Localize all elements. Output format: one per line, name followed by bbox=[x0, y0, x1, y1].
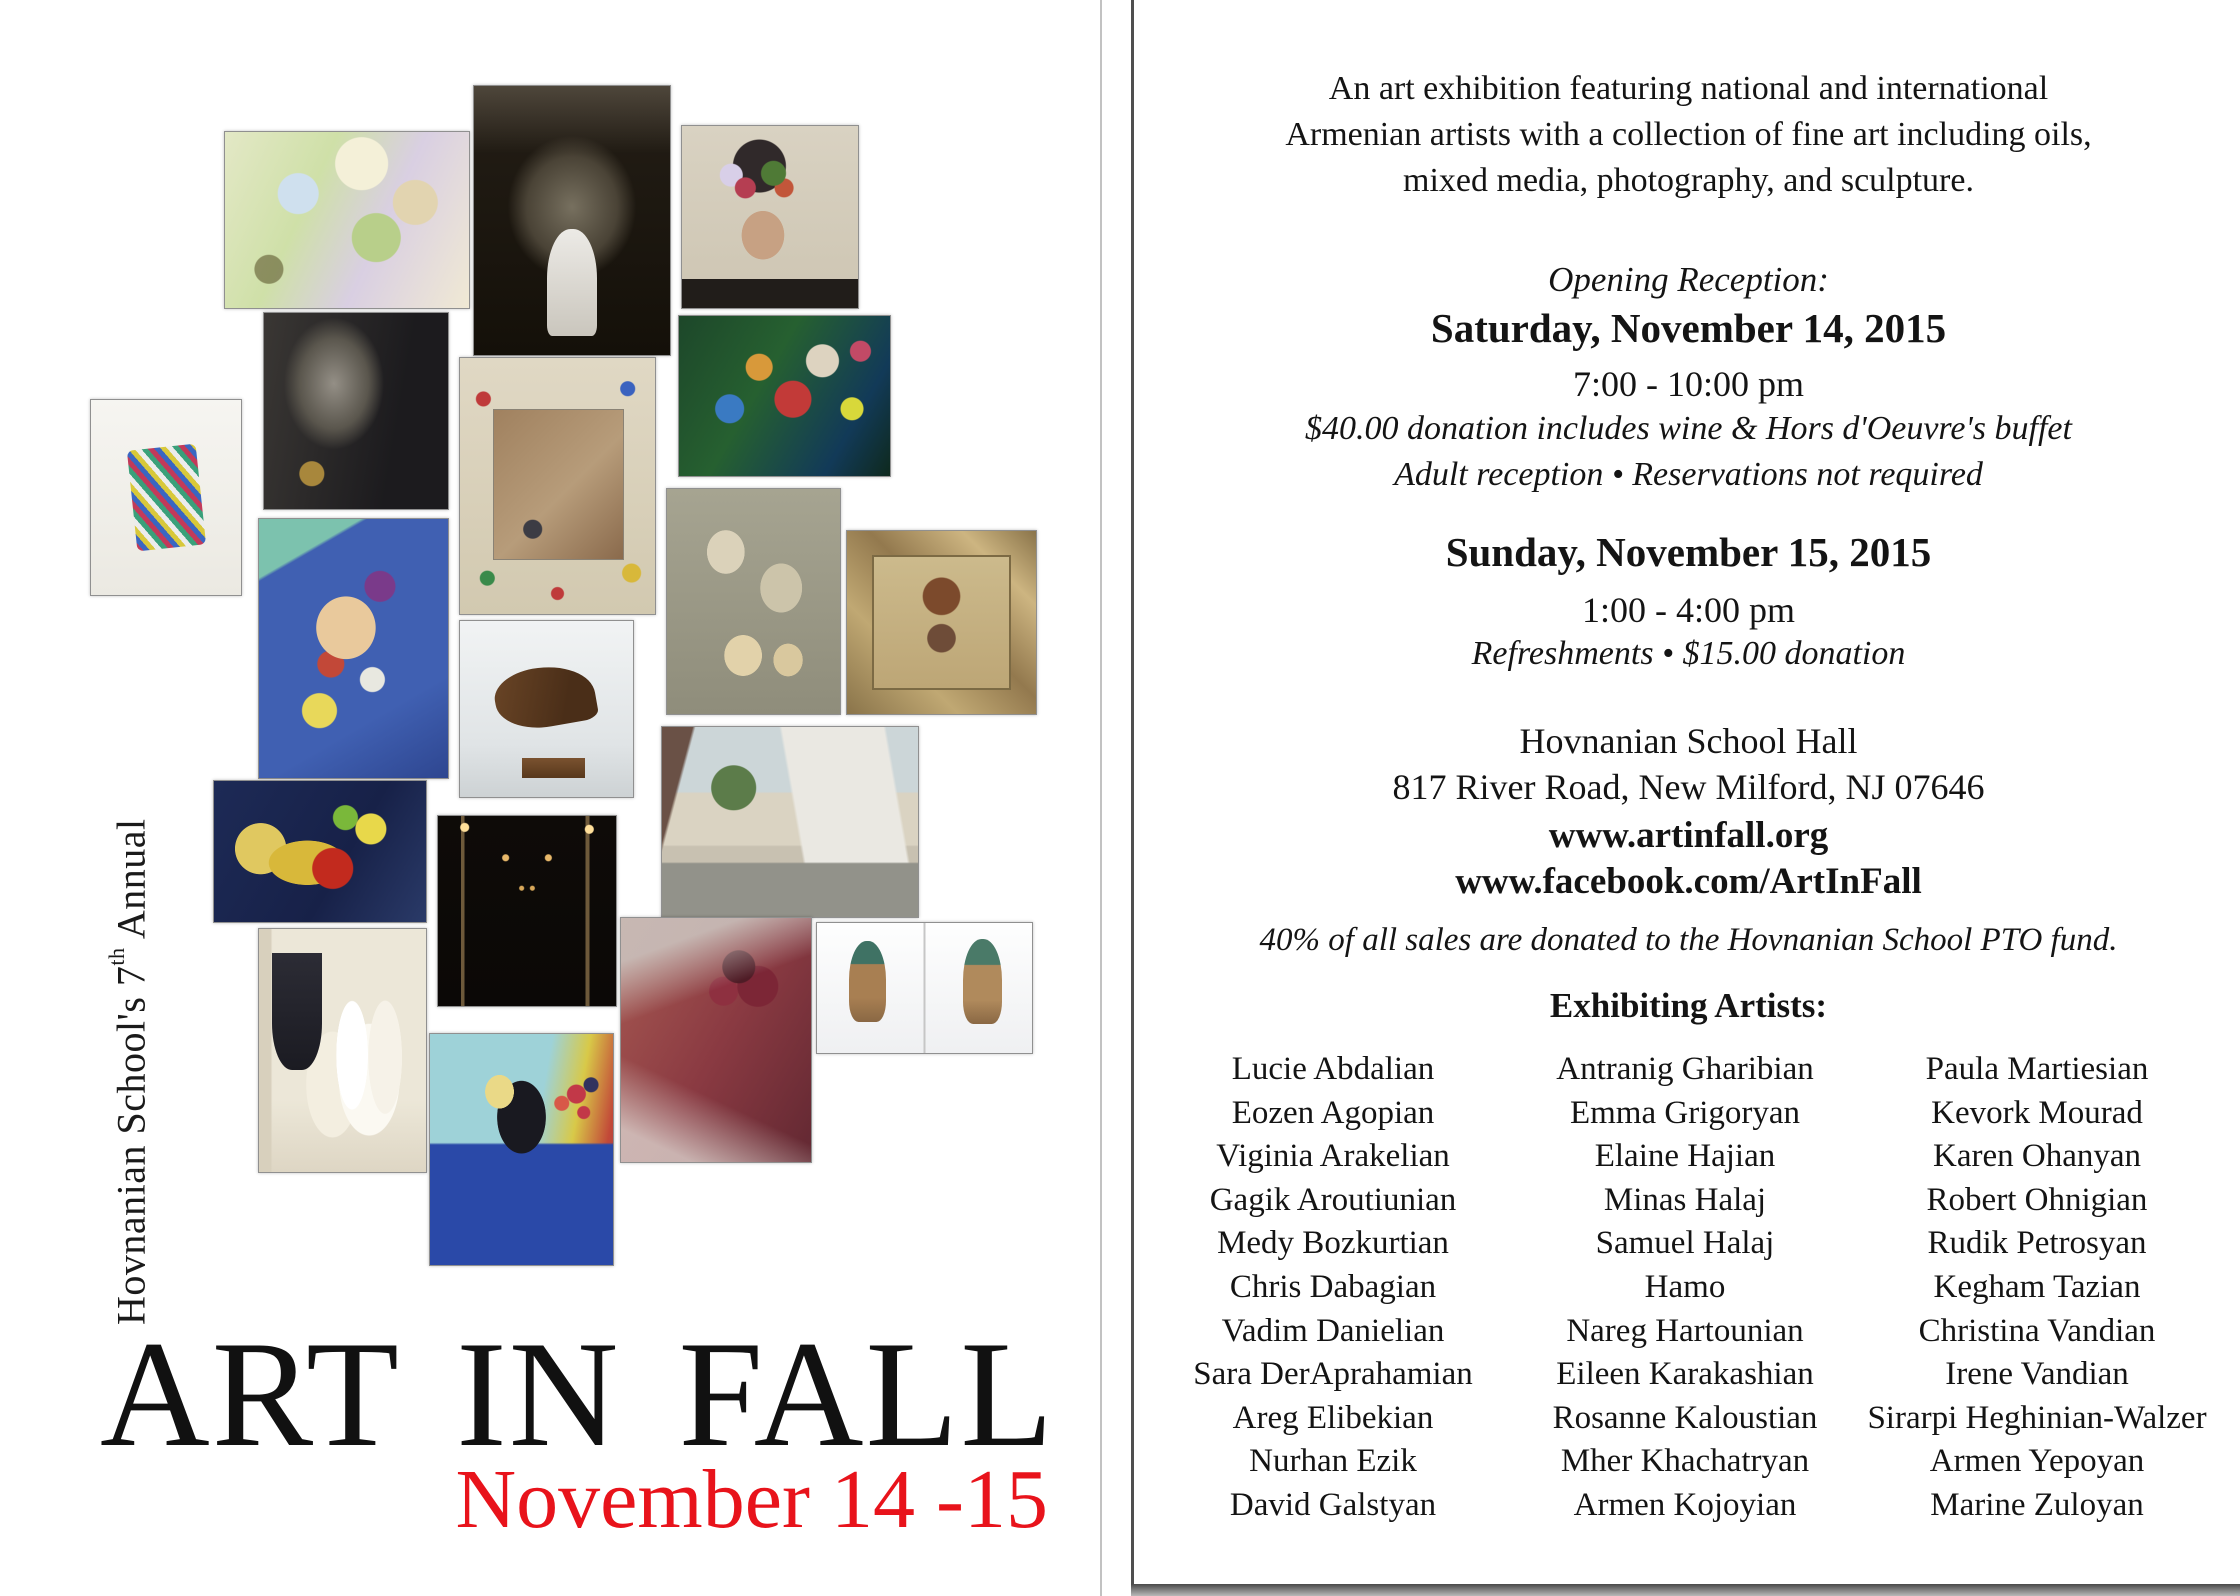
artwork-muted-shell-abstract bbox=[666, 488, 841, 715]
artist-name: Sara DerAprahamian bbox=[1193, 1356, 1473, 1393]
intro-paragraph bbox=[1137, 66, 2240, 204]
saturday-reception-note: Adult reception • Reservations not required bbox=[1394, 456, 1983, 493]
website-url: www.artinfall.org bbox=[1548, 815, 1829, 856]
artist-name: Armen Kojoyian bbox=[1573, 1486, 1797, 1523]
artwork-white-dresses-photograph bbox=[258, 928, 427, 1173]
artwork-candles-in-darkness bbox=[437, 815, 617, 1007]
artwork-street-scene-watercolor bbox=[661, 726, 919, 918]
opening-reception-label: Opening Reception: bbox=[1548, 260, 1829, 299]
intro-line: mixed media, photography, and sculpture. bbox=[1403, 162, 1974, 199]
artist-name: Samuel Halaj bbox=[1595, 1225, 1775, 1262]
artwork-gold-framed-folk-face bbox=[846, 530, 1037, 715]
artist-name: Irene Vandian bbox=[1945, 1356, 2129, 1393]
artist-name: Christina Vandian bbox=[1918, 1312, 2156, 1349]
artist-name: Paula Martiesian bbox=[1925, 1051, 2149, 1087]
intro-line: Armenian artists with a collection of fine art including oils, bbox=[1285, 116, 2092, 153]
page-divider-line bbox=[1131, 0, 1134, 1584]
artwork-layered-paper-book-art bbox=[90, 399, 242, 596]
artwork-framed-abstract-collage bbox=[459, 357, 656, 615]
sunday-time: 1:00 - 4:00 pm bbox=[1582, 590, 1795, 630]
artist-name: David Galstyan bbox=[1229, 1486, 1437, 1523]
exhibiting-artists-heading: Exhibiting Artists: bbox=[1549, 986, 1828, 1025]
artist-name: Hamo bbox=[1644, 1268, 1726, 1305]
artwork-bronze-head-sculptures bbox=[816, 922, 1033, 1054]
venue-address: 817 River Road, New Milford, NJ 07646 bbox=[1392, 767, 1985, 807]
artist-name: Nurhan Ezik bbox=[1249, 1443, 1417, 1480]
artist-name: Nareg Hartounian bbox=[1566, 1312, 1804, 1349]
artist-name: Emma Grigoryan bbox=[1569, 1094, 1801, 1131]
artist-name: Minas Halaj bbox=[1603, 1181, 1767, 1218]
artists-column-2 bbox=[1509, 1048, 1861, 1528]
right-page bbox=[1137, 0, 2240, 1596]
artist-name: Eozen Agopian bbox=[1231, 1094, 1435, 1131]
saturday-date: Saturday, November 14, 2015 bbox=[1430, 305, 1947, 351]
artwork-woman-in-blue-portrait bbox=[429, 1033, 614, 1266]
artist-name: Rosanne Kaloustian bbox=[1552, 1399, 1818, 1436]
artist-name: Vadim Danielian bbox=[1221, 1312, 1445, 1349]
artist-name: Karen Ohanyan bbox=[1933, 1138, 2141, 1175]
artist-name: Areg Elibekian bbox=[1232, 1399, 1434, 1436]
artist-name: Gagik Aroutiunian bbox=[1209, 1181, 1457, 1218]
page-edge-line bbox=[1100, 0, 1102, 1596]
saturday-time: 7:00 - 10:00 pm bbox=[1573, 364, 1804, 404]
artist-name: Marine Zuloyan bbox=[1930, 1486, 2144, 1523]
artwork-dark-profile-portrait bbox=[263, 312, 449, 510]
artwork-wooden-bird-sculpture bbox=[459, 620, 634, 798]
artwork-abstract-fruit-still-life bbox=[213, 780, 427, 923]
intro-line: An art exhibition featuring national and international bbox=[1328, 70, 2049, 107]
edition-label-prefix: Hovnanian School's 7 bbox=[108, 965, 154, 1325]
artist-name: Antranig Gharibian bbox=[1556, 1051, 1814, 1087]
artwork-cubist-blue-portrait bbox=[258, 518, 449, 779]
edition-vertical-label bbox=[104, 785, 174, 1325]
facebook-url: www.facebook.com/ArtInFall bbox=[1455, 861, 1922, 902]
venue-name: Hovnanian School Hall bbox=[1519, 721, 1858, 761]
artist-name: Sirarpi Heghinian-Walzer bbox=[1867, 1399, 2207, 1436]
saturday-donation-note: $40.00 donation includes wine & Hors d'Oeuvre's buffet bbox=[1305, 410, 2072, 447]
artwork-vivid-flower-still-life bbox=[678, 315, 891, 477]
edition-label-suffix: Annual bbox=[108, 818, 154, 948]
artists-list bbox=[1157, 1048, 2213, 1528]
edition-label-ordinal: th bbox=[104, 947, 129, 966]
sunday-refreshments-note: Refreshments • $15.00 donation bbox=[1471, 635, 1906, 672]
artwork-pomegranate-abstract bbox=[620, 917, 812, 1163]
artist-name: Armen Yepoyan bbox=[1929, 1443, 2145, 1480]
sunday-date: Sunday, November 15, 2015 bbox=[1445, 529, 1932, 575]
artist-name: Lucie Abdalian bbox=[1231, 1051, 1435, 1087]
pto-donation-note: 40% of all sales are donated to the Hovnanian School PTO fund. bbox=[1259, 922, 2118, 958]
artwork-dark-textured-figure bbox=[473, 85, 671, 356]
artist-name: Chris Dabagian bbox=[1229, 1268, 1437, 1305]
artist-name: Mher Khachatryan bbox=[1560, 1443, 1810, 1480]
artist-name: Robert Ohnigian bbox=[1926, 1181, 2148, 1218]
artist-name: Medy Bozkurtian bbox=[1217, 1225, 1449, 1262]
artist-name: Viginia Arakelian bbox=[1216, 1138, 1450, 1175]
artist-name: Eileen Karakashian bbox=[1556, 1356, 1814, 1393]
artist-name: Kegham Tazian bbox=[1933, 1268, 2141, 1305]
artist-name: Elaine Hajian bbox=[1594, 1138, 1776, 1175]
artwork-floral-head-portrait bbox=[681, 125, 859, 309]
artwork-abstract-pastel-florals bbox=[224, 131, 470, 309]
artists-column-1 bbox=[1157, 1048, 1509, 1528]
artist-name: Kevork Mourad bbox=[1931, 1094, 2143, 1131]
event-date-range: November 14 -15 bbox=[455, 1453, 1048, 1546]
event-title: ART IN FALL bbox=[100, 1310, 1056, 1478]
artists-column-3 bbox=[1861, 1048, 2213, 1528]
artist-name: Rudik Petrosyan bbox=[1927, 1225, 2147, 1262]
